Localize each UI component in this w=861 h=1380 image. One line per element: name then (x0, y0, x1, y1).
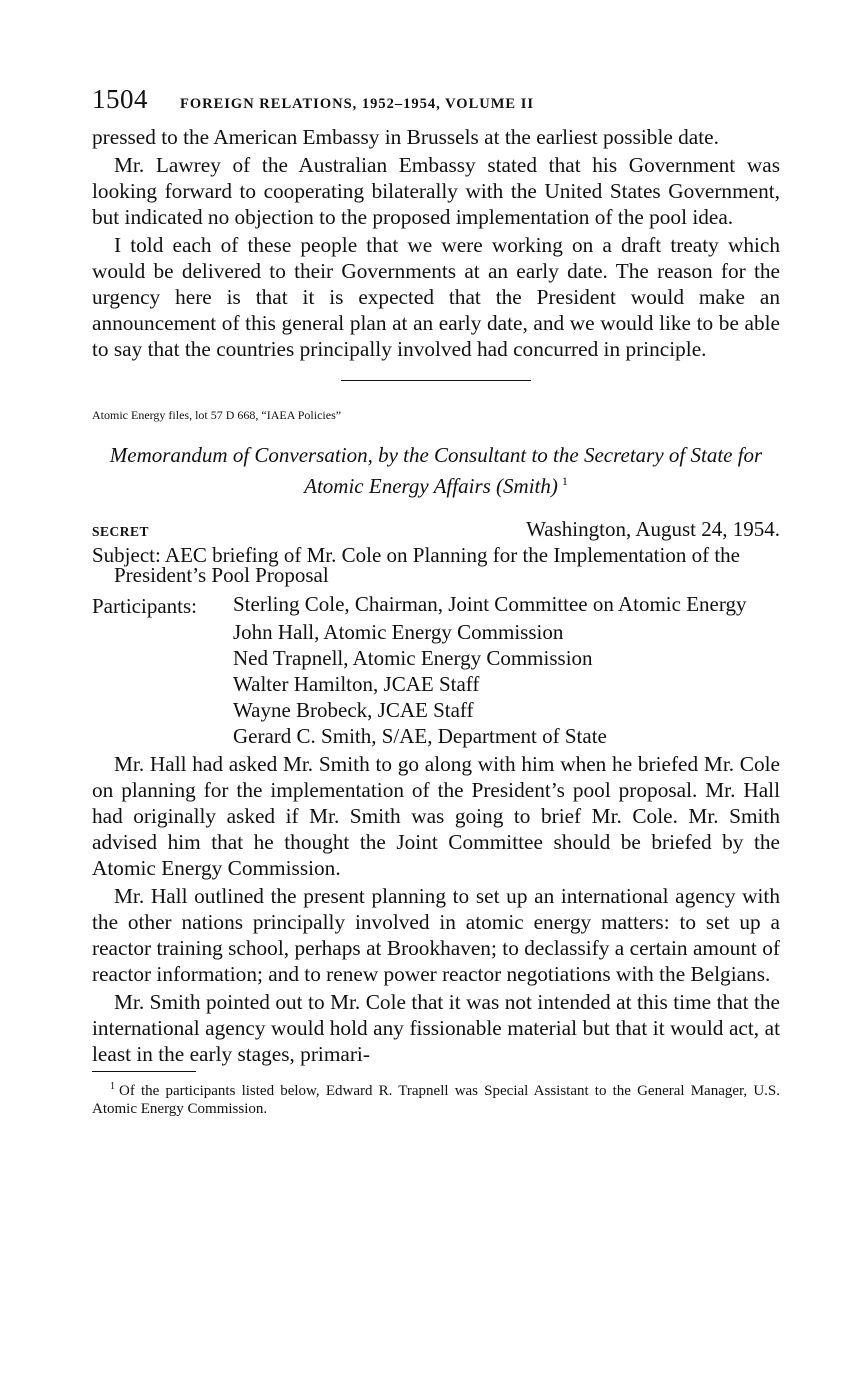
participants-block (92, 593, 780, 749)
paragraph-lawrey: Mr. Lawrey of the Australian Embassy stated that his Government was looking forward to cooperating bilaterally with the United States Government, but indicated no objection to the proposed implementation of the pool idea. (92, 153, 780, 229)
participant-item: Wayne Brobeck, JCAE Staff (233, 698, 474, 722)
participant-item: Sterling Cole, Chairman, Joint Committee on Atomic Energy (233, 592, 747, 616)
running-title: FOREIGN RELATIONS, 1952–1954, VOLUME II (180, 96, 534, 112)
document-page (92, 84, 780, 1118)
document-title-text: Memorandum of Conversation, by the Consultant to the Secretary of State for Atomic Energy Affairs (Smith) (109, 443, 763, 498)
source-note: Atomic Energy files, lot 57 D 668, “IAEA Policies” (92, 408, 342, 422)
paragraph-hall-outlined: Mr. Hall outlined the present planning to set up an international agency with the other nations principally involved in atomic energy matters: to set up a reactor training school, perhaps at Brookhaven; to declassify a certain amount of reactor information; and to renew power reactor negotiations with the Belgians. (92, 884, 780, 986)
section-divider (341, 380, 531, 381)
running-head (92, 84, 780, 124)
continued-paragraph: pressed to the American Embassy in Brussels at the earliest possible date. (92, 125, 719, 149)
paragraph-smith-pointed-out: Mr. Smith pointed out to Mr. Cole that it was not intended at this time that the international agency would hold any fissionable material but that it would act, at least in the early stages, primari- (92, 990, 780, 1066)
participant-item: John Hall, Atomic Energy Commission (233, 620, 564, 644)
paragraph-hall-asked: Mr. Hall had asked Mr. Smith to go along with him when he briefed Mr. Cole on planning for the implementation of the President’s pool proposal. Mr. Hall had originally asked if Mr. Smith was going to brief Mr. Cole. Mr. Smith advised him that he thought the Joint Committee should be briefed by the Atomic Energy Commission. (92, 752, 780, 880)
participants-label: Participants: (92, 594, 197, 618)
footnote-text: Of the participants listed below, Edward R. Trapnell was Special Assistant to the General Manager, U.S. Atomic Energy Commission. (92, 1083, 780, 1117)
participant-item: Gerard C. Smith, S/AE, Department of State (233, 724, 607, 748)
paragraph-draft-treaty: I told each of these people that we were working on a draft treaty which would be delivered to their Governments at an early date. The reason for the urgency here is that it is expected that the President would make an announcement of this general plan at an early date, and we would like to be able to say that the countries principally involved had concurred in principle. (92, 233, 780, 361)
participant-item: Walter Hamilton, JCAE Staff (233, 672, 480, 696)
place-date: Washington, August 24, 1954. (526, 517, 780, 541)
footnote-divider (92, 1071, 196, 1072)
classification-label: SECRET (92, 524, 150, 539)
participant-item: Ned Trapnell, Atomic Energy Commission (233, 646, 593, 670)
footnote (92, 1078, 780, 1118)
page-number: 1504 (92, 84, 148, 114)
footnote-mark: 1 (110, 1081, 115, 1092)
subject-line: Subject: AEC briefing of Mr. Cole on Planning for the Implementation of the President’s Pool Proposal (92, 543, 740, 587)
classification-line (92, 517, 780, 543)
document-title (92, 442, 780, 499)
participants-list (233, 593, 780, 749)
footnote-reference[interactable]: 1 (561, 474, 568, 488)
